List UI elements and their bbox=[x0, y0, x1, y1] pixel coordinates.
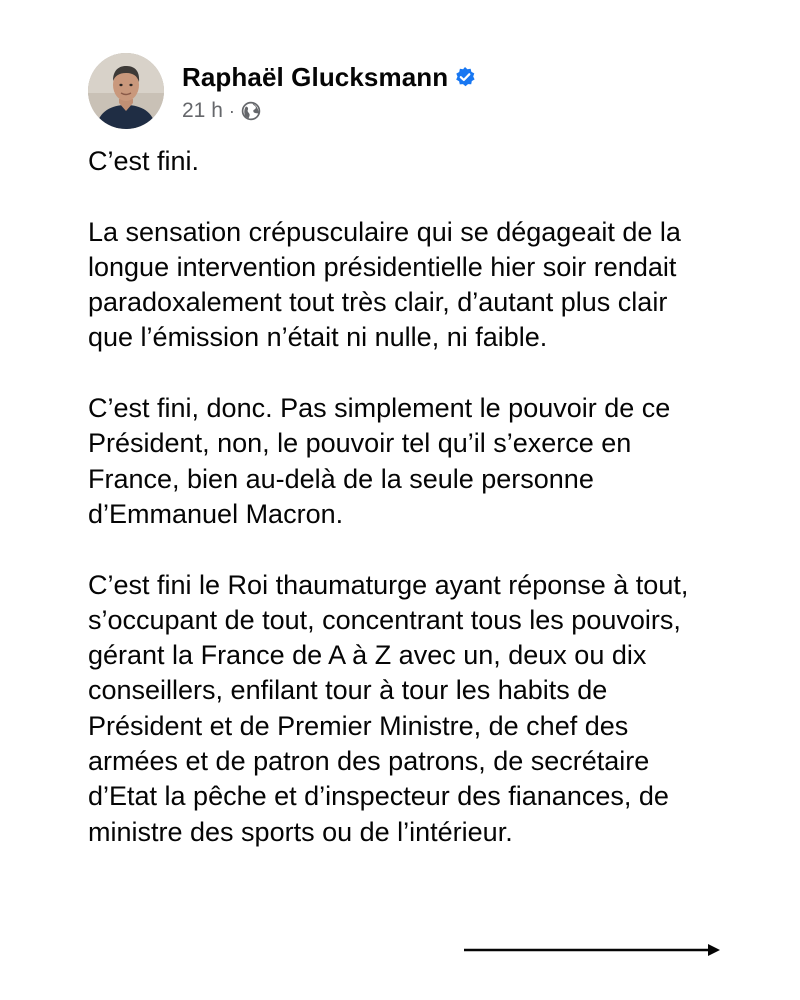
post-paragraph: C’est fini le Roi thaumaturge ayant réponse à tout, s’occupant de tout, concentrant tous les pouvoirs, gérant la France de A à Z avec un, deux ou dix conseillers, enfilant tour à tour les habits de Président et de Premier Ministre, de chef des armées et de patron des patrons, de secrétaire d’Etat la pêche et d’inspecteur des fianances, de ministre des sports ou de l’intérieur. bbox=[88, 569, 689, 847]
right-arrow-icon[interactable] bbox=[462, 940, 724, 960]
post-meta bbox=[182, 59, 476, 123]
post-paragraph: C’est fini, donc. Pas simplement le pouvoir de ce Président, non, le pouvoir tel qu’il s’exerce en France, bien au-delà de la seule personne d’Emmanuel Macron. bbox=[88, 393, 671, 529]
post-timestamp[interactable]: 21 h bbox=[182, 99, 223, 122]
post-paragraph: La sensation crépusculaire qui se dégageait de la longue intervention présidentielle hier soir rendait paradoxalement tout très clair, d’autant plus clair que l’émission n’était ni nulle, ni faible. bbox=[88, 216, 681, 353]
globe-icon[interactable] bbox=[241, 101, 261, 121]
post-header bbox=[88, 53, 476, 129]
profile-photo bbox=[88, 53, 164, 129]
verified-badge-icon bbox=[454, 66, 476, 88]
post-paragraph: C’est fini. bbox=[88, 146, 200, 176]
avatar[interactable] bbox=[88, 53, 164, 129]
author-name[interactable]: Raphaël Glucksmann bbox=[182, 61, 449, 92]
separator-dot: · bbox=[228, 100, 235, 121]
post-body bbox=[88, 144, 778, 885]
author-row bbox=[182, 59, 476, 95]
post-subtitle bbox=[182, 99, 476, 123]
